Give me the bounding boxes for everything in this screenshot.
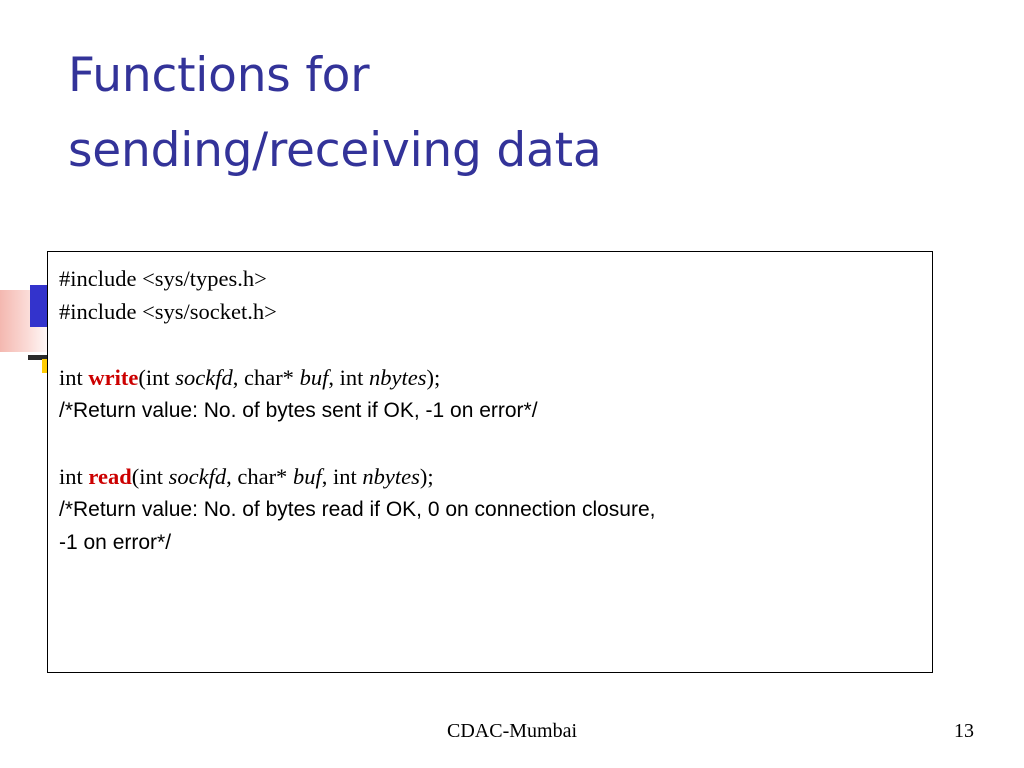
code-line-blank-1 [59,328,932,361]
footer-organization: CDAC-Mumbai [447,720,577,742]
code-line-include-types: #include <sys/types.h> [59,266,267,291]
write-keyword: write [88,365,139,390]
footer-page-number: 13 [954,720,974,742]
read-sep-2: , int [321,464,363,489]
page-title-line-1: Functions for [68,48,370,103]
write-arg-sockfd: sockfd [175,365,233,390]
code-line-blank-2 [59,427,932,460]
read-arg-nbytes: nbytes [362,464,420,489]
write-prefix: int [59,365,89,390]
page-title [68,38,948,188]
read-keyword: read [88,464,132,489]
read-close: ); [419,464,434,489]
read-sep-1: , char* [226,464,293,489]
code-line-write-comment: /*Return value: No. of bytes sent if OK, -1 on error*/ [59,399,538,422]
read-arg-sockfd: sockfd [168,464,227,489]
code-line-read-comment-1: /*Return value: No. of bytes read if OK, 0 on connection closure, [59,498,656,521]
write-open: (int [138,365,176,390]
code-block [47,251,933,673]
write-arg-buf: buf [299,365,329,390]
write-sep-1: , char* [232,365,300,390]
read-prefix: int [59,464,89,489]
write-sep-2: , int [328,365,369,390]
read-open: (int [131,464,169,489]
code-line-read-signature [59,460,932,493]
code-line-include-socket: #include <sys/socket.h> [59,299,277,324]
read-arg-buf: buf [292,464,322,489]
page-title-line-2: sending/receiving data [68,123,602,179]
write-close: ); [426,365,441,390]
code-line-write-signature [59,361,932,394]
write-arg-nbytes: nbytes [368,365,427,390]
code-line-read-comment-2: -1 on error*/ [59,531,172,554]
